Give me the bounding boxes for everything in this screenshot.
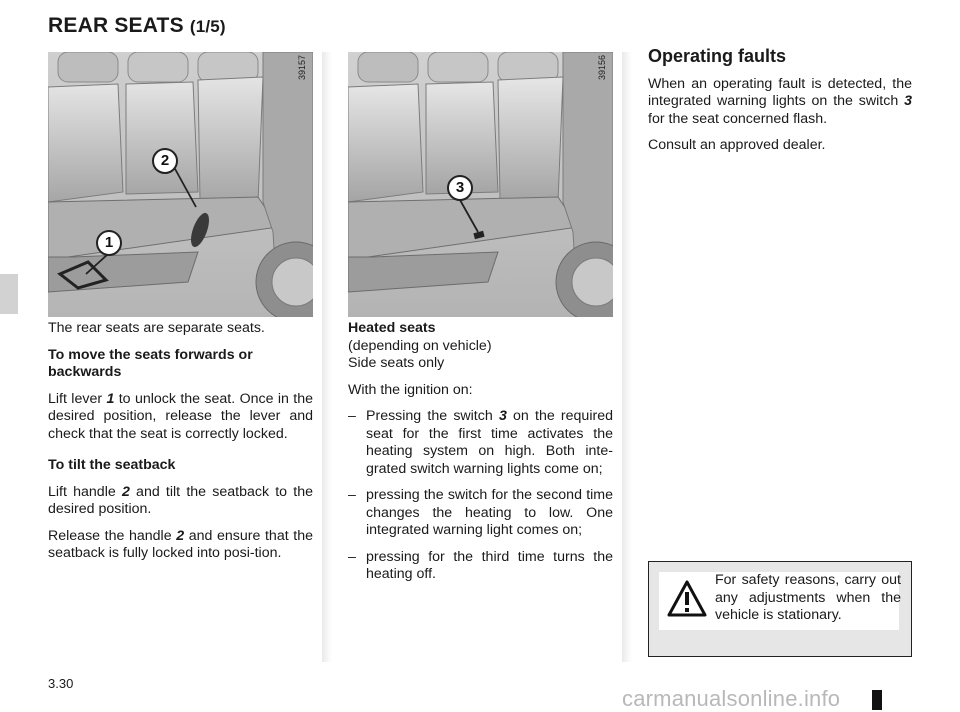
list-item: – pressing the switch for the second time changes the heating to low. One integrated warning light comes on;	[348, 487, 613, 538]
photo-reference: 39156	[597, 55, 607, 81]
title-text: REAR SEATS	[48, 14, 184, 37]
warning-triangle-icon	[667, 580, 707, 618]
page-title	[48, 14, 226, 38]
column-divider	[322, 52, 332, 662]
operating-faults-section	[648, 48, 912, 164]
intro-paragraph: The rear seats are separate seats.	[48, 320, 265, 336]
heated-seats-text	[348, 320, 613, 593]
heated-seats-heading: Heated seats	[348, 320, 436, 336]
tilt-heading: To tilt the seatback	[48, 457, 176, 473]
heated-seat-photo	[348, 52, 613, 317]
callout-2: 2	[152, 148, 178, 174]
move-heading: To move the seats forwards or backwards	[48, 346, 253, 380]
ignition-text: With the ignition on:	[348, 381, 473, 398]
page-number: 3.30	[48, 676, 74, 691]
photo-reference: 39157	[297, 55, 307, 81]
callout-3: 3	[447, 175, 473, 201]
seat-lever-photo	[48, 52, 313, 317]
chapter-tab	[0, 274, 18, 314]
dealer-paragraph: Consult an approved dealer.	[648, 137, 826, 153]
seat-adjustment-text	[48, 320, 313, 572]
callout-1: 1	[96, 230, 122, 256]
heated-seats-sub2: Side seats only	[348, 355, 445, 371]
operating-faults-heading: Operating faults	[648, 46, 787, 66]
tilt-paragraph: Lift handle 2 and tilt the seatback to the desired position.	[48, 483, 313, 517]
column-divider	[622, 52, 632, 662]
list-item: – Pressing the switch 3 on the required seat for the first time activates the heating system on high. Both inte-grated switch warning lights come on;	[348, 408, 613, 477]
heated-seats-heading-block	[348, 320, 613, 373]
move-paragraph: Lift lever 1 to unlock the seat. Once in the desired position, release the lever and check that the seat is correctly locked.	[48, 390, 314, 442]
release-paragraph: Release the handle 2 and ensure that the seatback is fully locked into posi-tion.	[48, 527, 313, 561]
warning-text: For safety reasons, carry out any adjustments when the vehicle is stationary.	[715, 572, 901, 623]
title-part: (1/5)	[189, 17, 226, 36]
watermark: carmanualsonline.info	[622, 686, 841, 711]
heated-seats-sub1: (depending on vehicle)	[348, 337, 492, 354]
safety-warning-box	[648, 561, 912, 657]
corner-mark	[872, 690, 882, 710]
faults-paragraph: When an operating fault is detected, the integrated warning lights on the switch 3 for the seat concerned flash.	[648, 75, 912, 127]
list-item: – pressing for the third time turns the heating off.	[348, 548, 613, 582]
